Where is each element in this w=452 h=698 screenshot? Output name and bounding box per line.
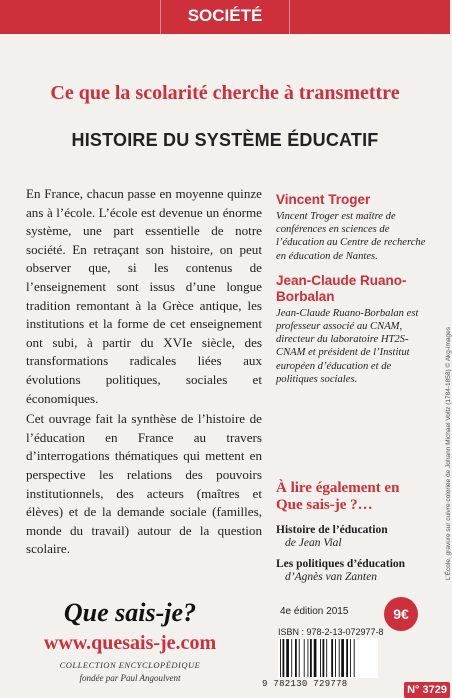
also-read-item [276,524,426,550]
authors-block [276,192,426,396]
also-read-item [276,558,426,584]
barcode-bar [339,639,340,677]
barcode-bar [291,639,292,677]
founder-label: fondée par Paul Angoulvent [79,673,181,683]
author-bio-1: Vincent Troger est maître de conférences en sciences de l’éducation au Centre de recherche en éducation de Nantes. [276,211,426,262]
also-read-author-2: d’Agnès van Zanten [285,571,377,583]
publisher-logo: Que sais-je? [63,598,197,627]
publisher-url: www.quesais-je.com [43,632,217,654]
also-read-heading: À lire également en Que sais-je ?… [276,480,400,513]
also-read-author-1: de Jean Vial [285,537,342,549]
summary-paragraph-1: En France, chacun passe en moyenne quinze ans à l’école. L’école est devenue un énorme système, une part essentielle de notre société. En retraçant son histoire, on peut observer que, si les contenus de l’enseignement sont issus d’une longue tradition remontant à la Grèce antique, les institutions et la forme de cet enseignement ont subi, à partir du XVIe siècle, des transformations radicales liées aux évolutions politiques, sociales et économiques. [26,186,262,406]
barcode-bar [286,639,289,677]
barcode-bar [308,639,309,677]
isbn-label: ISBN : 978-2-13-072977-8 [278,627,384,637]
barcode-bar [280,639,281,677]
barcode-bar [354,639,355,677]
summary-text [26,185,262,561]
barcode-bar [310,639,312,677]
barcode-bar [331,639,333,677]
barcode-bar [335,639,336,677]
price-badge: 9€ [384,597,418,631]
barcode-digits: 9 782130 729778 [262,679,348,689]
collection-label: COLLECTION ENCYCLOPÉDIQUE [59,660,201,670]
image-credit [436,220,452,580]
barcode-bar [299,639,300,677]
section-label: SOCIÉTÉ [160,0,290,34]
top-bar [0,0,450,34]
series-number-badge: N° 3729 [404,682,450,698]
barcode-bar [304,639,305,677]
barcode-icon [278,638,378,678]
barcode-bar [283,639,285,677]
barcode-bar [341,639,344,677]
tagline: Ce que la scolarité cherche à transmettre [50,82,400,104]
barcode-bar [350,639,351,677]
summary-paragraph-2: Cet ouvrage fait la synthèse de l’histoire de l’éducation en France au travers d’interrogations thématiques qui mettent en perspective les relations des pouvoirs institutionnels, des acteurs (maîtres et élèves) et de la demande sociale (familles, monde du travail) autour de la question scolaire. [26,411,262,557]
barcode-bar [320,639,321,677]
also-read-block [276,480,426,592]
also-read-title-1: Histoire de l’éducation [276,524,388,536]
author-name-2: Jean-Claude Ruano-Borbalan [276,272,407,304]
author-name-1: Vincent Troger [276,192,371,207]
edition-label: 4e édition 2015 [280,606,349,617]
barcode-bar [295,639,297,677]
barcode-bar [326,639,327,677]
book-title: HISTOIRE DU SYSTÈME ÉDUCATIF [71,130,379,150]
barcode-bar [323,639,325,677]
also-read-title-2: Les politiques d’éducation [276,558,406,570]
author-bio-2: Jean-Claude Ruano-Borbalan est professeur associé au CNAM, directeur du laboratoire HT2S-CNAM et président de l’Institut européen d’éducation et de politiques sociales. [276,307,419,385]
barcode-bar [346,639,348,677]
barcode-bar [314,639,317,677]
image-credit-text: L’École, gravure sur cuivre coloriée de Johann Michael Voltz (1784-1858) © Akg-images [445,326,452,580]
